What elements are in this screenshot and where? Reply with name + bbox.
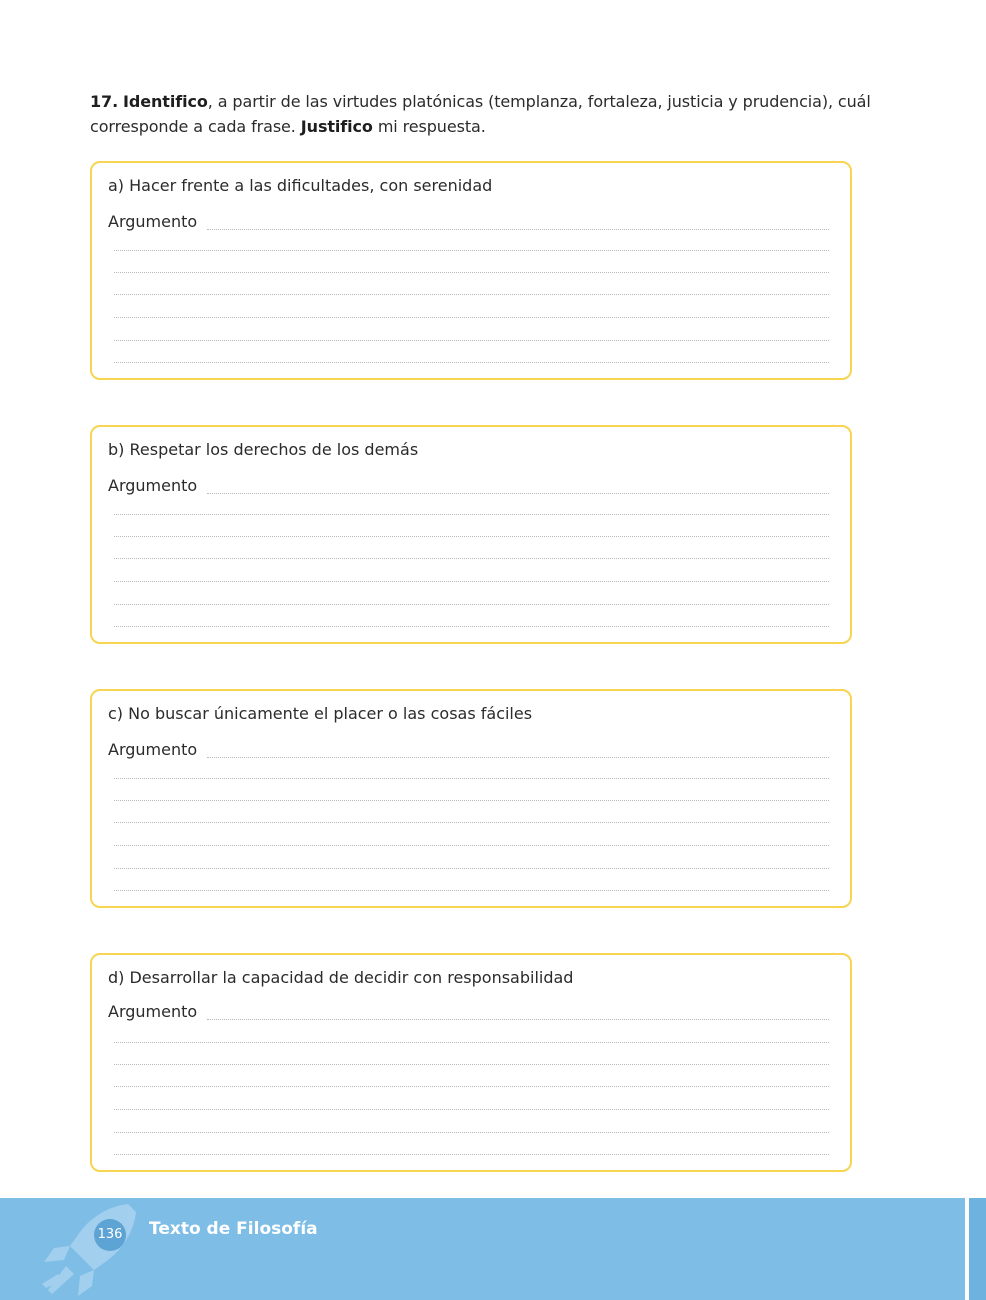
book-title: Texto de Filosofía [149,1219,318,1239]
writing-line[interactable] [114,1064,829,1065]
writing-line[interactable] [114,294,829,295]
instruction-verb-justifico: Justifico [300,117,373,136]
writing-line[interactable] [114,890,829,891]
writing-line[interactable] [114,604,829,605]
writing-line[interactable] [114,581,829,582]
argument-label: Argumento [108,212,198,231]
writing-line[interactable] [114,558,829,559]
writing-line[interactable] [114,868,829,869]
argument-label: Argumento [108,1002,198,1021]
writing-line[interactable] [114,250,829,251]
writing-line[interactable] [114,536,829,537]
activity-number: 17. [90,92,119,111]
writing-line[interactable] [207,493,829,494]
answer-box-a [90,161,852,380]
argument-row-b [108,476,829,496]
argument-label: Argumento [108,740,198,759]
instruction-text-end: mi respuesta. [372,117,486,136]
answer-box-d [90,953,852,1172]
footer-edge-tab [969,1198,986,1300]
writing-line[interactable] [207,1019,829,1020]
activity-instruction [90,89,890,139]
writing-line[interactable] [114,272,829,273]
writing-line[interactable] [114,1042,829,1043]
argument-row-c [108,740,829,760]
argument-row-a [108,212,829,232]
page-footer [0,1198,986,1300]
writing-line[interactable] [114,514,829,515]
writing-line[interactable] [114,626,829,627]
writing-line[interactable] [114,317,829,318]
writing-line[interactable] [114,845,829,846]
writing-line[interactable] [114,1086,829,1087]
writing-line[interactable] [114,1154,829,1155]
rocket-icon [40,1200,140,1300]
writing-line[interactable] [207,757,829,758]
argument-row-d [108,1002,829,1022]
writing-line[interactable] [207,229,829,230]
writing-line[interactable] [114,822,829,823]
writing-line[interactable] [114,1109,829,1110]
writing-line[interactable] [114,800,829,801]
answer-box-b [90,425,852,644]
statement-a: a) Hacer frente a las dificultades, con serenidad [108,176,493,195]
writing-line[interactable] [114,1132,829,1133]
writing-line[interactable] [114,778,829,779]
argument-label: Argumento [108,476,198,495]
instruction-text: , a partir de las virtudes platónicas (templanza, fortaleza, justicia y prudencia), cuál corresponde a cada frase. [90,92,871,136]
answer-box-c [90,689,852,908]
statement-d: d) Desarrollar la capacidad de decidir con responsabilidad [108,968,574,987]
instruction-verb-identifico: Identifico [123,92,208,111]
writing-line[interactable] [114,340,829,341]
statement-b: b) Respetar los derechos de los demás [108,440,419,459]
writing-line[interactable] [114,362,829,363]
page-number-badge: 136 [94,1219,126,1251]
statement-c: c) No buscar únicamente el placer o las cosas fáciles [108,704,533,723]
